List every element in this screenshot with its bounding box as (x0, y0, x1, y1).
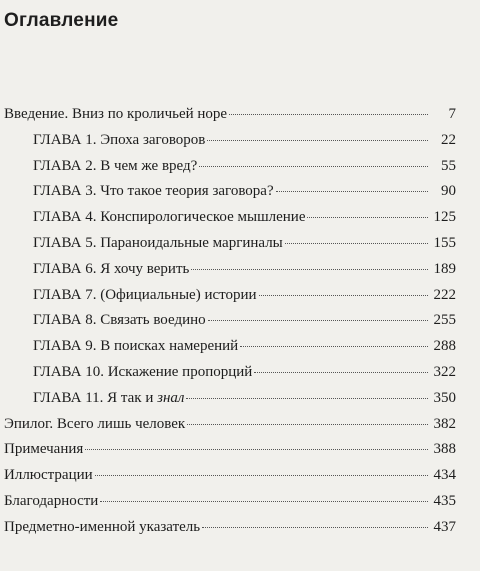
dot-leader (254, 371, 428, 373)
toc-entry-title-text: ГЛАВА 2. В чем же вред? (33, 157, 198, 174)
toc-entry-page-number: 55 (439, 154, 456, 180)
toc-entry-page-number: 435 (432, 489, 457, 515)
toc-entry (0, 128, 480, 154)
toc-entry-title (4, 489, 98, 515)
toc-entry-page-number: 7 (447, 102, 457, 128)
dot-leader (259, 294, 428, 296)
toc-entry (0, 412, 480, 438)
toc-entry-page-number: 350 (432, 386, 457, 412)
toc-entry-page-number: 255 (432, 308, 457, 334)
toc-entry-title-text: ГЛАВА 10. Искажение пропорций (33, 363, 253, 380)
toc-entry-page-number: 434 (432, 463, 457, 489)
dot-leader (95, 474, 428, 476)
table-of-contents (0, 102, 480, 541)
dot-leader (199, 165, 428, 167)
toc-entry-title (4, 463, 93, 489)
toc-entry (0, 463, 480, 489)
toc-entry-title-text: ГЛАВА 6. Я хочу верить (33, 260, 190, 277)
toc-entry-page-number: 388 (432, 437, 457, 463)
dot-leader (240, 345, 428, 347)
dot-leader (208, 319, 428, 321)
toc-entry-page-number: 22 (439, 128, 456, 154)
toc-entry-title-text: ГЛАВА 5. Параноидальные маргиналы (33, 234, 283, 251)
toc-entry-title-text: ГЛАВА 4. Конспирологическое мышление (33, 209, 306, 226)
dot-leader (307, 216, 428, 218)
toc-entry-page-number: 155 (432, 231, 457, 257)
dot-leader (186, 397, 428, 399)
toc-entry (0, 205, 480, 231)
toc-entry (0, 308, 480, 334)
toc-entry-title-text: Предметно-именной указатель (4, 518, 201, 535)
toc-entry (0, 515, 480, 541)
toc-entry-title (4, 515, 200, 541)
toc-entry-title (33, 283, 257, 309)
toc-entry (0, 489, 480, 515)
dot-leader (85, 448, 428, 450)
toc-entry-title-text: Введение. Вниз по кроличьей норе (4, 106, 228, 122)
toc-entry (0, 360, 480, 386)
dot-leader (202, 526, 428, 528)
dot-leader (207, 139, 428, 141)
toc-entry-title (33, 128, 205, 154)
toc-entry-page-number: 288 (432, 334, 457, 360)
toc-entry-title-text: ГЛАВА 1. Эпоха заговоров (33, 131, 206, 148)
toc-entry-title (33, 334, 238, 360)
toc-entry-title (4, 412, 185, 438)
dot-leader (191, 268, 428, 270)
toc-entry (0, 154, 480, 180)
toc-entry-title (33, 154, 197, 180)
toc-entry-title (33, 231, 283, 257)
toc-entry-title-text: ГЛАВА 11. Я так и (33, 389, 158, 406)
toc-entry-title (33, 386, 184, 412)
toc-entry-title (33, 360, 252, 386)
toc-entry-page-number: 437 (432, 515, 457, 541)
toc-entry-title (33, 179, 274, 205)
toc-entry-title-text: ГЛАВА 3. Что такое теория заговора? (33, 183, 274, 200)
toc-entry (0, 334, 480, 360)
dot-leader (187, 423, 428, 425)
toc-entry-page-number: 125 (432, 205, 457, 231)
toc-entry (0, 102, 480, 128)
toc-entry (0, 231, 480, 257)
toc-entry-page-number: 222 (432, 283, 457, 309)
toc-entry (0, 283, 480, 309)
toc-entry-title-text: ГЛАВА 9. В поисках намерений (33, 338, 239, 355)
dot-leader (285, 242, 428, 244)
dot-leader (229, 113, 428, 115)
toc-entry-page-number: 90 (439, 179, 456, 205)
toc-entry (0, 257, 480, 283)
toc-entry-title (4, 437, 83, 463)
toc-entry (0, 386, 480, 412)
toc-entry (0, 437, 480, 463)
dot-leader (100, 500, 428, 502)
toc-entry-title-emphasis: знал (157, 389, 185, 406)
toc-entry-page-number: 322 (432, 360, 457, 386)
toc-entry-title (33, 205, 305, 231)
toc-entry-title-text: Эпилог. Всего лишь человек (4, 415, 186, 432)
page-title: Оглавление (4, 10, 119, 31)
toc-entry-title (33, 257, 189, 283)
toc-entry-title-text: Иллюстрации (4, 467, 93, 484)
toc-entry-title-text: ГЛАВА 8. Связать воедино (33, 312, 206, 329)
toc-entry-title-text: Благодарности (4, 492, 99, 509)
toc-entry-title (33, 308, 206, 334)
toc-entry-page-number: 382 (432, 412, 457, 438)
toc-entry-title (4, 102, 227, 128)
dot-leader (276, 190, 428, 192)
toc-entry (0, 179, 480, 205)
toc-entry-page-number: 189 (432, 257, 457, 283)
toc-entry-title-text: Примечания (4, 441, 84, 458)
toc-entry-title-text: ГЛАВА 7. (Официальные) истории (33, 286, 257, 303)
